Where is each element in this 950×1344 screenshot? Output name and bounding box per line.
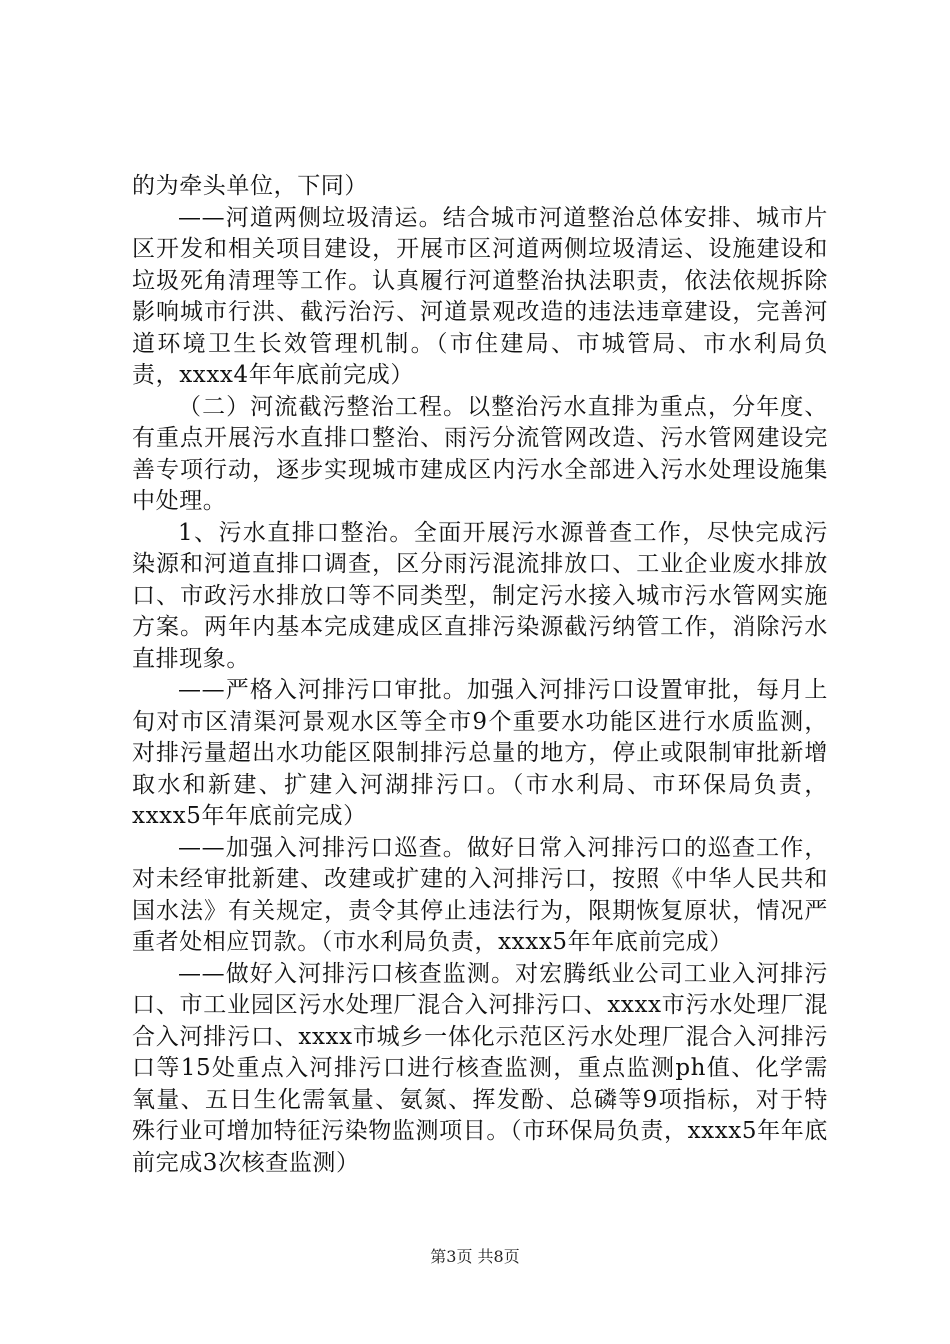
paragraph: ——做好入河排污口核查监测。对宏腾纸业公司工业入河排污口、市工业园区污水处理厂混合入河排污口、xxxx市污水处理厂混合入河排污口、xxxx市城乡一体化示范区污水处理厂混合入河排污口等15处重点入河排污口进行核查监测，重点监测ph值、化学需氧量、五日生化需氧量、氨氮、挥发酚、总磷等9项指标，对于特殊行业可增加特征污染物监测项目。（市环保局负责，xxxx5年年底前完成3次核查监测） [132, 960, 828, 1176]
document-body [132, 171, 828, 1179]
paragraph: ——河道两侧垃圾清运。结合城市河道整治总体安排、城市片区开发和相关项目建设，开展市区河道两侧垃圾清运、设施建设和垃圾死角清理等工作。认真履行河道整治执法职责，依法依规拆除影响城市行洪、截污治污、河道景观改造的违法违章建设，完善河道环境卫生长效管理机制。（市住建局、市城管局、市水利局负责，xxxx4年年底前完成） [132, 204, 828, 388]
paragraph: 的为牵头单位，下同） [132, 173, 368, 199]
paragraph: ——加强入河排污口巡查。做好日常入河排污口的巡查工作，对未经审批新建、改建或扩建的入河排污口，按照《中华人民共和国水法》有关规定，责令其停止违法行为，限期恢复原状，情况严重者处相应罚款。（市水利局负责，xxxx5年年底前完成） [132, 834, 828, 955]
paragraph: ——严格入河排污口审批。加强入河排污口设置审批，每月上旬对市区清渠河景观水区等全市9个重要水功能区进行水质监测，对排污量超出水功能区限制排污总量的地方，停止或限制审批新增取水和新建、扩建入河湖排污口。（市水利局、市环保局负责，xxxx5年年底前完成） [132, 677, 828, 829]
page-footer: 第3页 共8页 [430, 1247, 520, 1266]
paragraph: 1、污水直排口整治。全面开展污水源普查工作，尽快完成污染源和河道直排口调查，区分雨污混流排放口、工业企业废水排放口、市政污水排放口等不同类型，制定污水接入城市污水管网实施方案。两年内基本完成建成区直排污染源截污纳管工作，消除污水直排现象。 [132, 519, 828, 672]
paragraph: （二）河流截污整治工程。以整治污水直排为重点，分年度、有重点开展污水直排口整治、雨污分流管网改造、污水管网建设完善专项行动，逐步实现城市建成区内污水全部进入污水处理设施集中处理。 [132, 393, 828, 514]
